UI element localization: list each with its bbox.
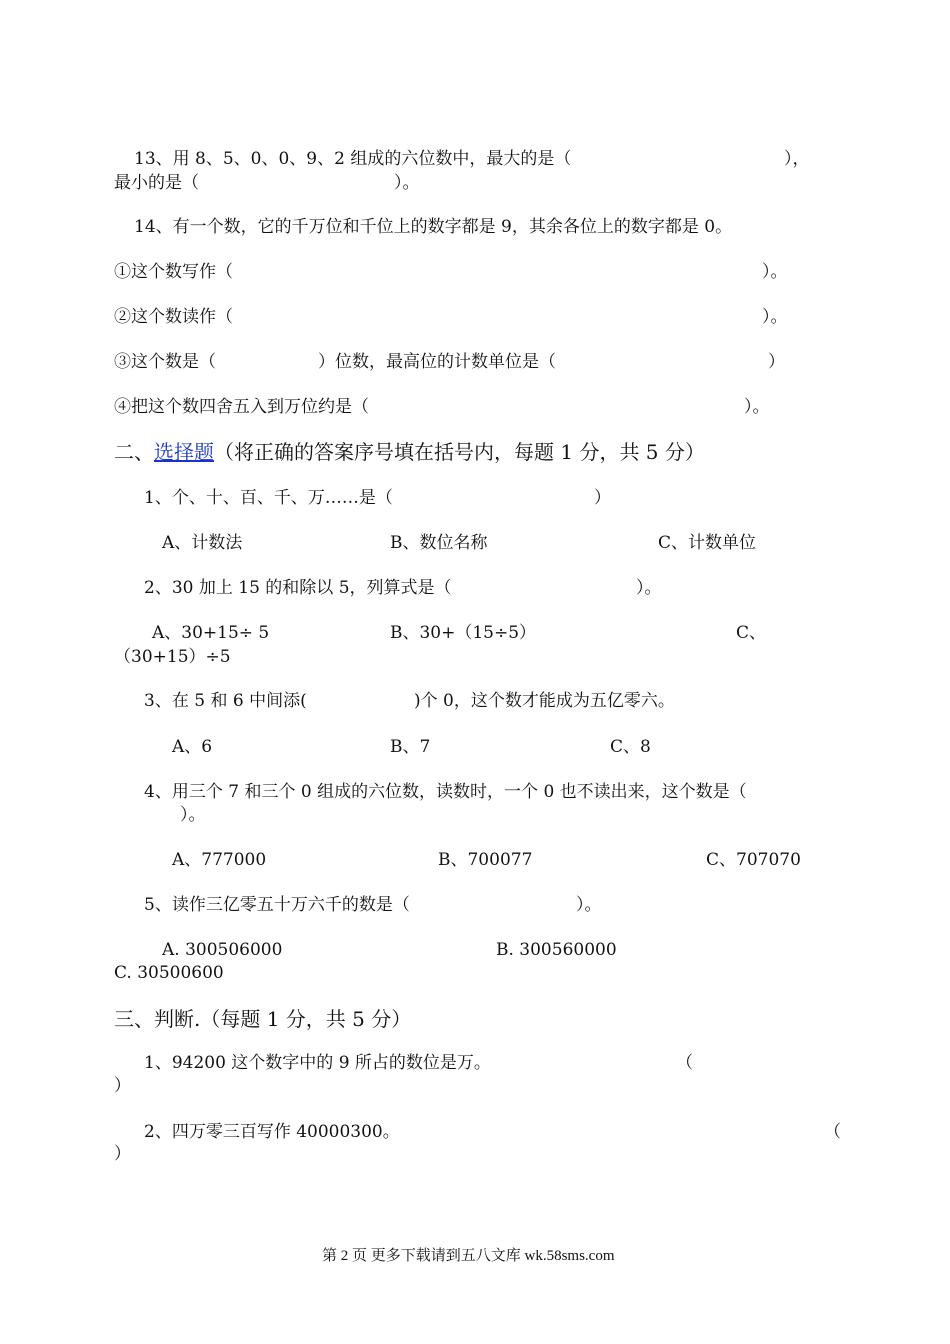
choice-q2-stem: 2、30 加上 15 的和除以 5，列算式是（ [144, 578, 452, 598]
section2-heading [114, 439, 705, 465]
choice-q5-option-a: A. 300506000 [162, 940, 283, 960]
judge-q2-stem: 2、四万零三百写作 40000300。 [144, 1122, 400, 1142]
choice-q2-option-c-cont: （30+15）÷5 [114, 647, 231, 667]
section2-suffix: （将正确的答案序号填在括号内，每题 1 分，共 5 分） [214, 440, 705, 464]
choice-q5-option-b: B. 300560000 [496, 940, 617, 960]
choice-q3-option-c: C、8 [610, 737, 651, 757]
choice-q5-close: ）。 [576, 895, 602, 915]
section2-prefix: 二、 [114, 440, 154, 464]
q14-sub3-b: ）位数，最高位的计数单位是（ [318, 352, 556, 372]
q14-sub3-a: ③这个数是（ [114, 352, 216, 372]
q14-stem: 14、有一个数，它的千万位和千位上的数字都是 9，其余各位上的数字都是 0。 [134, 217, 733, 237]
choice-q2-option-c: C、 [736, 623, 767, 643]
choice-q5-stem: 5、读作三亿零五十万六千的数是（ [144, 895, 410, 915]
choice-q1-option-a: A、计数法 [162, 533, 243, 553]
q14-sub2: ②这个数读作（ [114, 307, 233, 327]
choice-q1-stem: 1、个、十、百、千、万……是（ [144, 488, 393, 508]
q14-sub4: ④把这个数四舍五入到万位约是（ [114, 397, 369, 417]
choice-q4-option-b: B、700077 [438, 850, 533, 870]
choice-q4-close: ）。 [180, 805, 206, 825]
q13-line2-close: ）。 [394, 173, 420, 193]
choice-q2-option-b: B、30+（15÷5） [390, 623, 537, 643]
judge-q1-close: ） [114, 1076, 131, 1096]
q14-sub4-close: ）。 [744, 397, 770, 417]
q13-line1: 13、用 8、5、0、0、9、2 组成的六位数中，最大的是（ [134, 149, 572, 169]
q14-sub2-close: ）。 [762, 307, 788, 327]
choice-q1-option-b: B、数位名称 [390, 533, 488, 553]
multiple-choice-link[interactable]: 选择题 [154, 440, 214, 464]
q14-sub1-close: ）。 [762, 262, 788, 282]
choice-q1-option-c: C、计数单位 [658, 533, 757, 553]
choice-q2-option-a: A、30+15÷ 5 [152, 623, 270, 643]
choice-q3-stem-b: )个 0，这个数才能成为五亿零六。 [414, 691, 675, 711]
page-footer: 第 2 页 更多下载请到五八文库 wk.58sms.com [322, 1248, 615, 1264]
choice-q4-option-c: C、707070 [706, 850, 801, 870]
choice-q5-option-c: C. 30500600 [114, 963, 224, 983]
q13-line2: 最小的是（ [114, 173, 199, 193]
judge-q2-close: ） [114, 1144, 131, 1164]
choice-q1-close: ） [594, 488, 611, 508]
q14-sub1: ①这个数写作（ [114, 262, 233, 282]
q13-line1-close: ）， [784, 149, 810, 169]
choice-q4-option-a: A、777000 [172, 850, 267, 870]
choice-q2-close: ）。 [636, 578, 662, 598]
section3-heading: 三、判断.（每题 1 分，共 5 分） [114, 1007, 412, 1031]
q14-sub3-c: ） [768, 352, 785, 372]
choice-q3-stem-a: 3、在 5 和 6 中间添( [144, 691, 307, 711]
choice-q3-option-b: B、7 [390, 737, 431, 757]
judge-q1-stem: 1、94200 这个数字中的 9 所占的数位是万。 [144, 1053, 491, 1073]
choice-q4-stem: 4、用三个 7 和三个 0 组成的六位数，读数时，一个 0 也不读出来，这个数是（ [144, 782, 747, 802]
judge-q2-open: （ [824, 1122, 841, 1142]
choice-q3-option-a: A、6 [172, 737, 213, 757]
judge-q1-open: （ [676, 1053, 693, 1073]
